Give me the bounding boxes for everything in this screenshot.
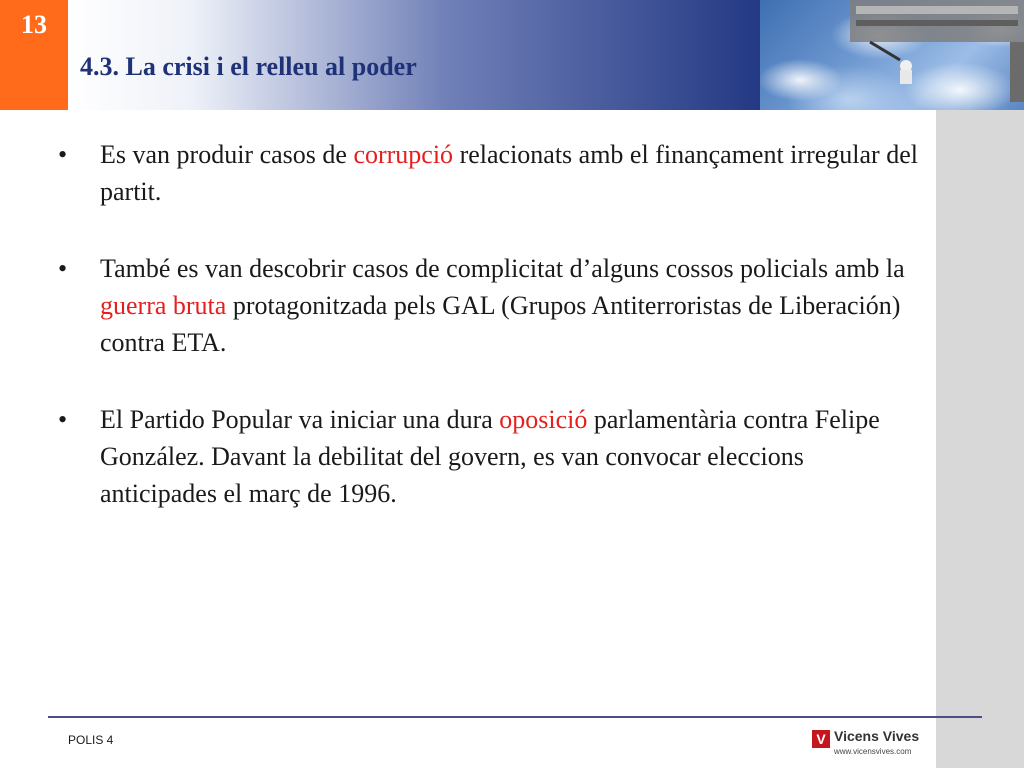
bullet-item [58, 401, 918, 512]
bullet-text: Es van produir casos de [100, 140, 354, 169]
bullet-marker: • [58, 254, 68, 283]
space-station-graphic [760, 0, 1024, 110]
slide-number: 13 [0, 0, 68, 110]
bullet-list [58, 136, 918, 552]
slide-title: 4.3. La crisi i el relleu al poder [80, 52, 417, 81]
vicens-vives-logo-icon: V [812, 730, 830, 748]
highlight-term: oposició [499, 405, 588, 434]
bullet-item [58, 136, 918, 210]
bullet-text: També es van descobrir casos de complicitat d’alguns cossos policials amb la [100, 254, 905, 283]
highlight-term: corrupció [353, 140, 454, 169]
publisher-logo [812, 728, 922, 760]
bullet-text: protagonitzada pels GAL (Grupos Antiterroristas de Liberación) contra ETA. [100, 291, 901, 357]
bullet-marker: • [58, 405, 68, 434]
footer-divider [48, 716, 982, 718]
bullet-text: El Partido Popular va iniciar una dura [100, 405, 500, 434]
header-band [68, 0, 760, 110]
bullet-text: parlamentària contra Felipe González. Davant la debilitat del govern, es van convocar eleccions anticipades el març de 1996. [100, 405, 880, 508]
bullet-text: relacionats amb el finançament irregular del partit. [100, 140, 918, 206]
footer-label: POLIS 4 [68, 733, 114, 747]
bullet-marker: • [58, 140, 68, 169]
bullet-item [58, 250, 918, 361]
brand-name: Vicens Vives [834, 728, 920, 744]
highlight-term: guerra bruta [100, 291, 227, 320]
brand-url: www.vicensvives.com [834, 747, 912, 756]
header-earth-astronaut-image [760, 0, 1024, 110]
side-panel [936, 110, 1024, 768]
